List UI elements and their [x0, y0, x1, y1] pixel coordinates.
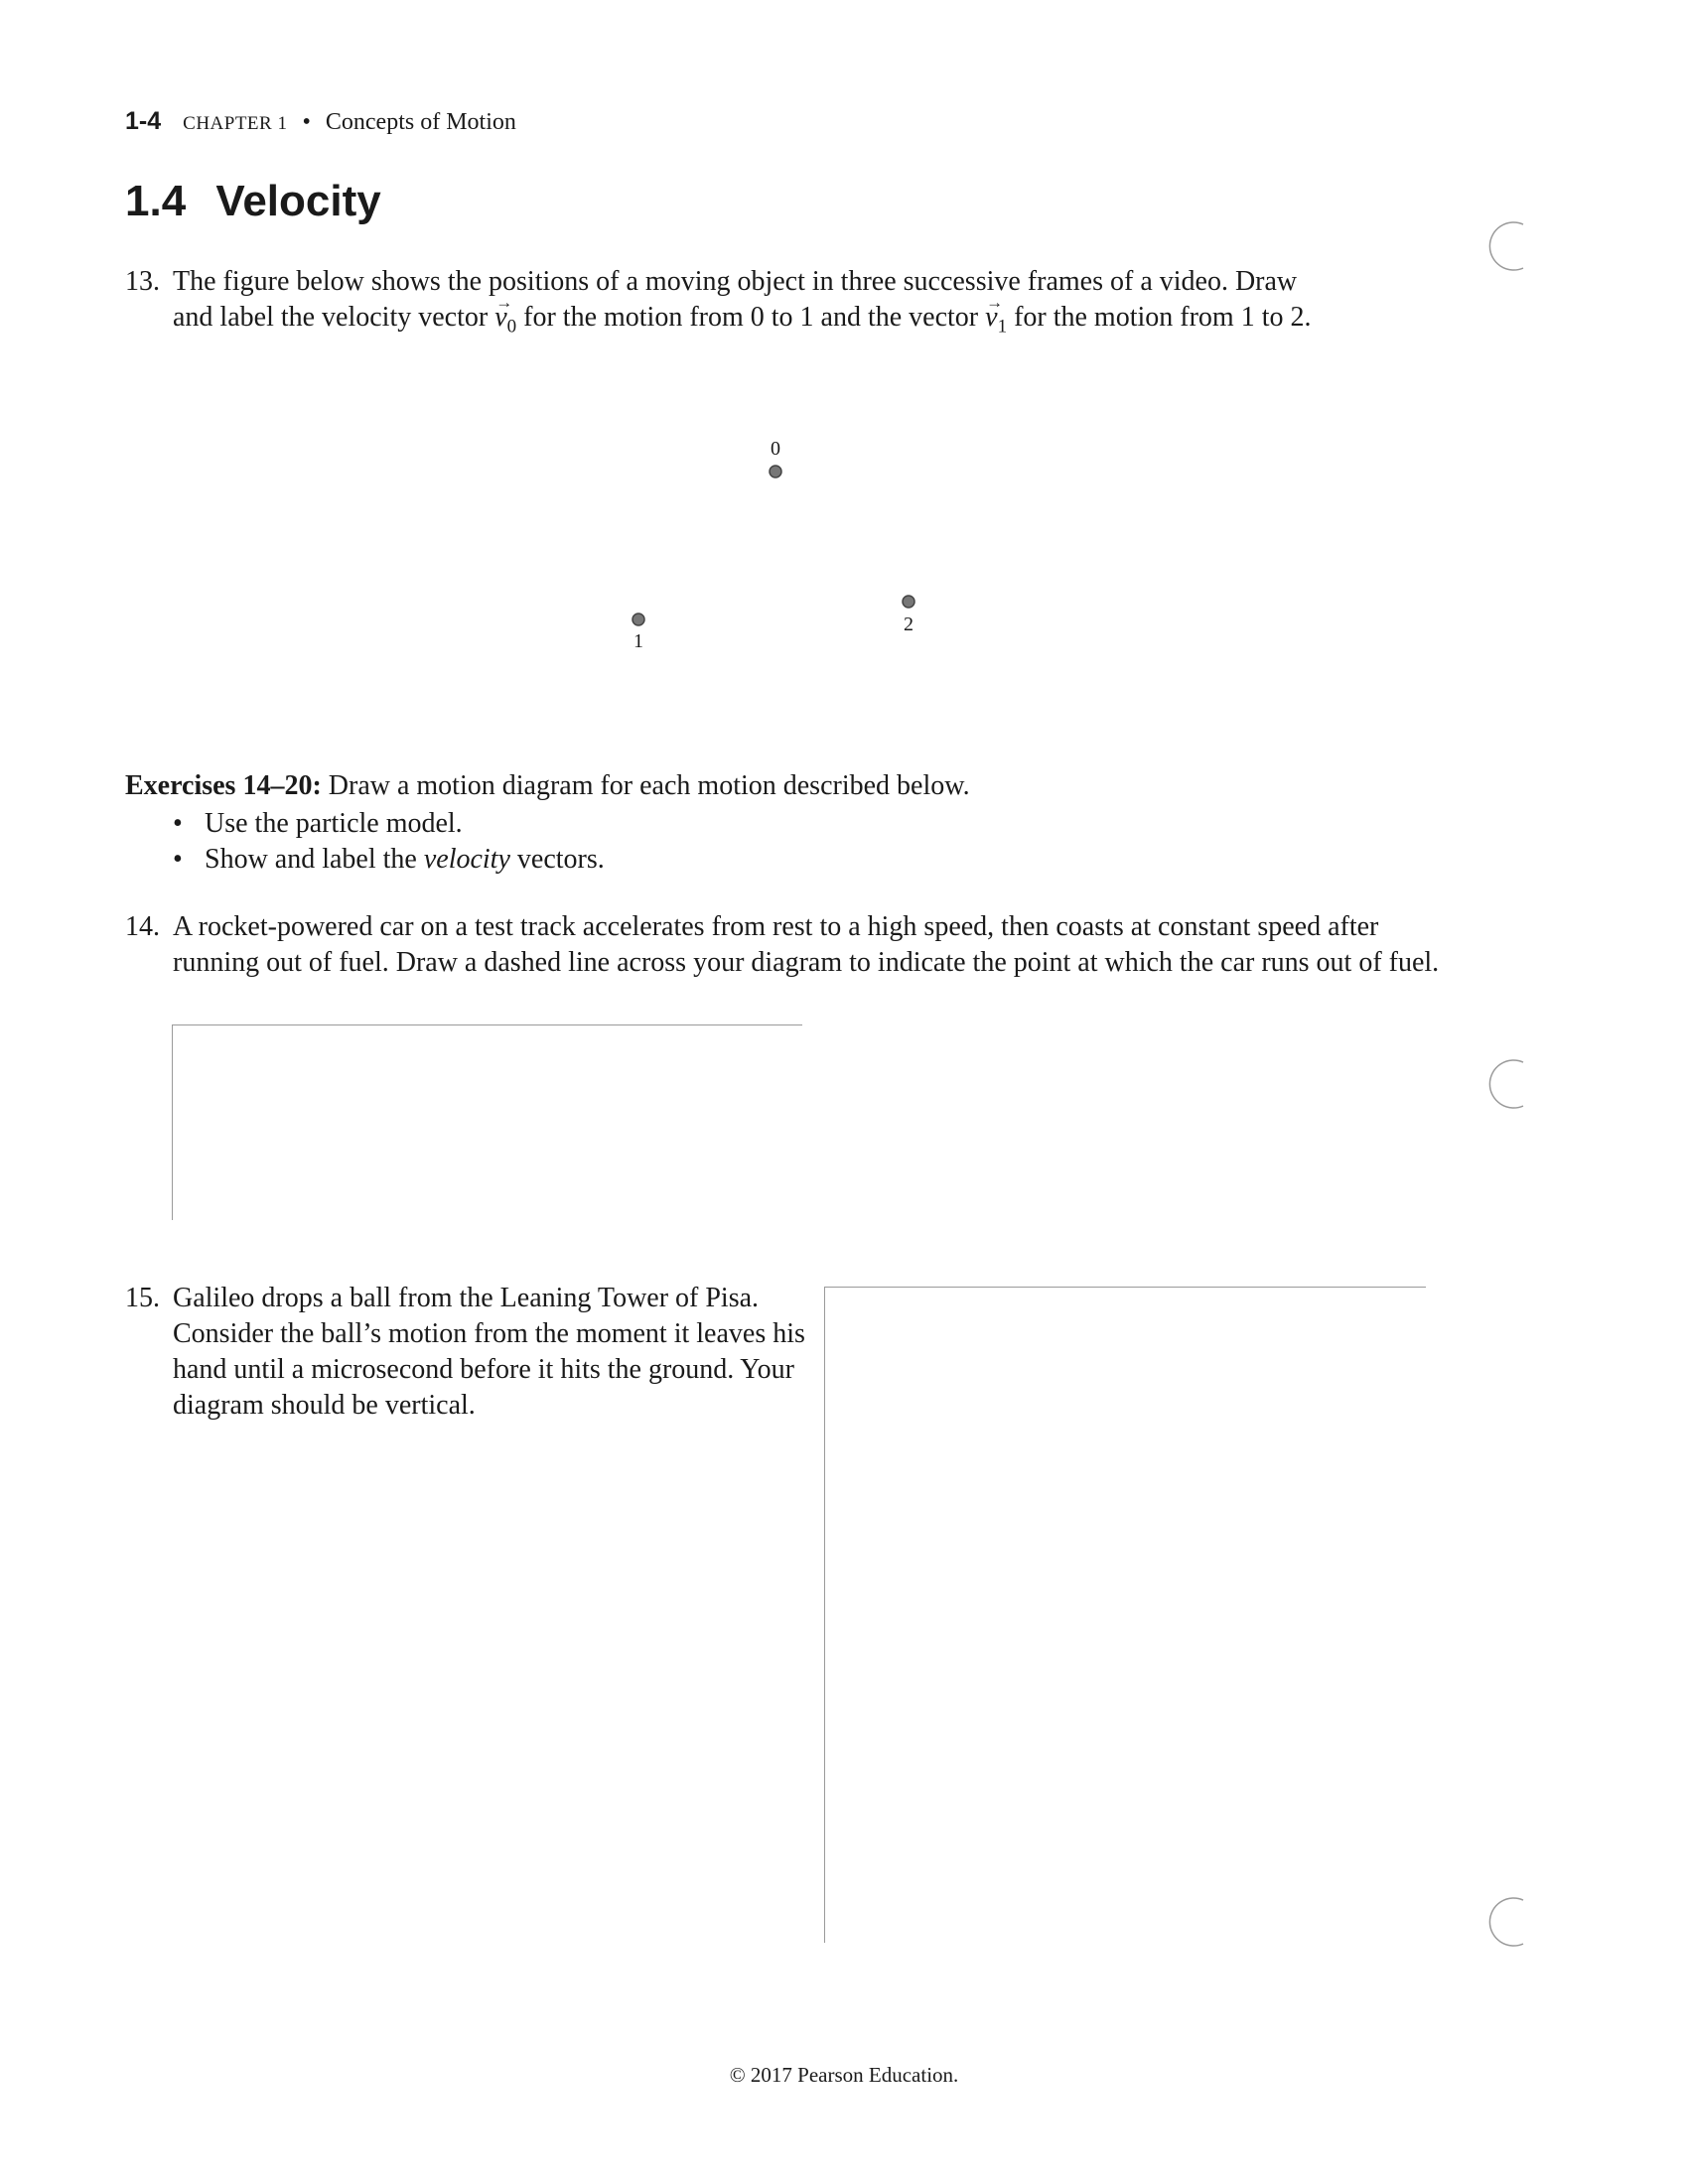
page-number: 1-4 [125, 107, 162, 135]
section-title: Velocity [215, 177, 381, 225]
punch-hole-mark [1479, 216, 1539, 276]
running-header [125, 107, 516, 136]
position-dot-0 [770, 466, 781, 478]
velocity-vector-v0 [494, 300, 516, 345]
header-separator: • [302, 109, 311, 135]
list-item-text: Show and label the [205, 844, 424, 875]
problem-text-part: and label the velocity vector [173, 302, 495, 333]
section-number: 1.4 [125, 177, 187, 225]
problem-15 [125, 1281, 820, 1424]
list-item-text: Use the particle model. [205, 808, 463, 839]
velocity-vector-v1 [985, 300, 1007, 345]
punch-hole-mark [1479, 1892, 1539, 1952]
problem-number: 15. [125, 1283, 160, 1313]
list-item-emphasis: velocity [423, 844, 510, 875]
frame-label-1: 1 [633, 630, 643, 652]
problem-14 [125, 909, 1456, 981]
exercises-instruction: Draw a motion diagram for each motion described below. [321, 770, 970, 801]
problem-text: Galileo drops a ball from the Leaning Tower of Pisa. Consider the ball’s motion from the moment it leaves his hand until a microsecond before it hits the ground. Your diagram should be vertical. [173, 1283, 805, 1421]
vector-symbol: v [494, 302, 507, 333]
section-heading [125, 177, 381, 226]
chapter-title: Concepts of Motion [325, 109, 516, 135]
vector-subscript: 0 [506, 316, 517, 338]
vector-symbol: v [985, 302, 998, 333]
problem-text-part: for the motion from 1 to 2. [1007, 302, 1312, 333]
exercises-range: Exercises 14–20: [125, 770, 322, 801]
answer-box-14[interactable] [172, 1024, 802, 1220]
problem-number: 13. [125, 266, 160, 297]
list-item-text: vectors. [509, 844, 605, 875]
exercises-heading [125, 770, 970, 802]
instruction-list [169, 806, 605, 878]
problem-text-line1: The figure below shows the positions of a moving object in three successive frames of a video. Draw [173, 266, 1298, 297]
problem-text: A rocket-powered car on a test track accelerates from rest to a high speed, then coasts at constant speed after running out of fuel. Draw a dashed line across your diagram to indicate the point at which the car runs out of fuel. [173, 911, 1440, 978]
motion-frames-figure [556, 417, 953, 675]
position-dot-1 [633, 614, 644, 625]
list-item [169, 842, 605, 878]
problem-13 [125, 264, 1456, 345]
vector-subscript: 1 [997, 316, 1008, 338]
punch-hole-mark [1479, 1054, 1539, 1114]
copyright-notice: © 2017 Pearson Education. [729, 2063, 959, 2087]
position-dot-2 [903, 596, 914, 608]
problem-text [173, 264, 1456, 345]
problem-text-part: for the motion from 0 to 1 and the vector [516, 302, 986, 333]
list-item [169, 806, 605, 842]
frame-label-0: 0 [771, 438, 780, 460]
answer-box-15[interactable] [824, 1287, 1426, 1943]
frame-label-2: 2 [904, 614, 914, 635]
problem-number: 14. [125, 911, 160, 942]
chapter-label: CHAPTER 1 [183, 113, 288, 134]
